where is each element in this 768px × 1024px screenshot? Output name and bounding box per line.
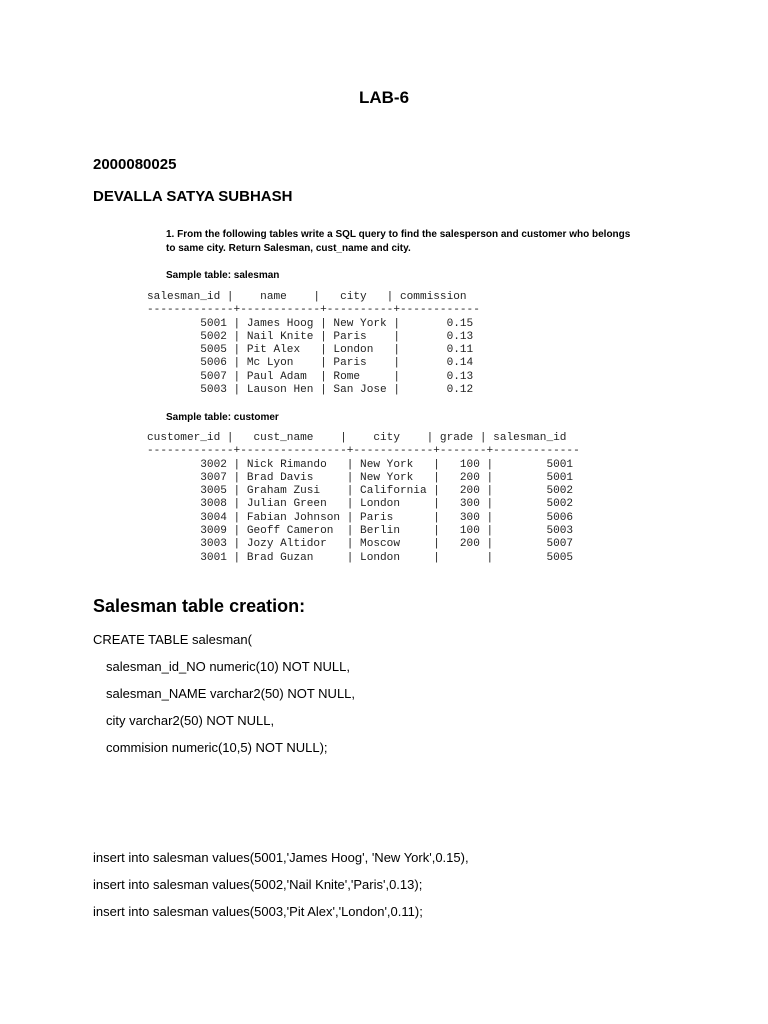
insert-line: insert into salesman values(5003,'Pit Alex','London',0.11); bbox=[93, 904, 423, 919]
customer-table-label: Sample table: customer bbox=[166, 412, 279, 423]
create-line: salesman_NAME varchar2(50) NOT NULL, bbox=[106, 686, 356, 701]
insert-line: insert into salesman values(5001,'James Hoog', 'New York',0.15), bbox=[93, 850, 469, 865]
roll-number: 2000080025 bbox=[93, 156, 177, 173]
page-title: LAB-6 bbox=[358, 88, 410, 107]
question-snapshot bbox=[147, 224, 637, 569]
create-line: CREATE TABLE salesman( bbox=[93, 632, 252, 647]
question-text: 1. From the following tables write a SQL query to find the salesperson and customer who belongs to same city. Return Salesman, cust_name and city. bbox=[166, 229, 631, 254]
salesman-table-label: Sample table: salesman bbox=[166, 270, 280, 281]
create-line: salesman_id_NO numeric(10) NOT NULL, bbox=[106, 659, 350, 674]
create-line: commision numeric(10,5) NOT NULL); bbox=[106, 740, 328, 755]
create-line: city varchar2(50) NOT NULL, bbox=[106, 713, 275, 728]
student-name: DEVALLA SATYA SUBHASH bbox=[93, 188, 293, 205]
salesman-sample-table: salesman_id | name | city | commission -------------+------------+----------+------------ 5001 | James Hoog | New York | 0.15 5002 | Nail Knite | Paris | 0.13 5005 | Pit Alex | London | 0.11 5006 | Mc Lyon | Paris | 0.14 5007 | Paul Adam | Rome | 0.13 5003 | Lauson Hen | San Jose | 0.12 bbox=[147, 291, 480, 397]
insert-line: insert into salesman values(5002,'Nail Knite','Paris',0.13); bbox=[93, 877, 423, 892]
section-heading: Salesman table creation: bbox=[93, 596, 306, 616]
customer-sample-table: customer_id | cust_name | city | grade | salesman_id -------------+----------------+------------+-------+------------- 3002 | Nick Rimando | New York | 100 | 5001 3007 | Brad Davis | New York | 200 | 5001 3005 | Graham Zusi | California | 200 | 5002 3008 | Julian Green | London | 300 | 5002 3004 | Fabian Johnson | Paris | 300 | 5006 3009 | Geoff Cameron | Berlin | 100 | 5003 3003 | Jozy Altidor | Moscow | 200 | 5007 3001 | Brad Guzan | London | | 5005 bbox=[147, 432, 580, 564]
